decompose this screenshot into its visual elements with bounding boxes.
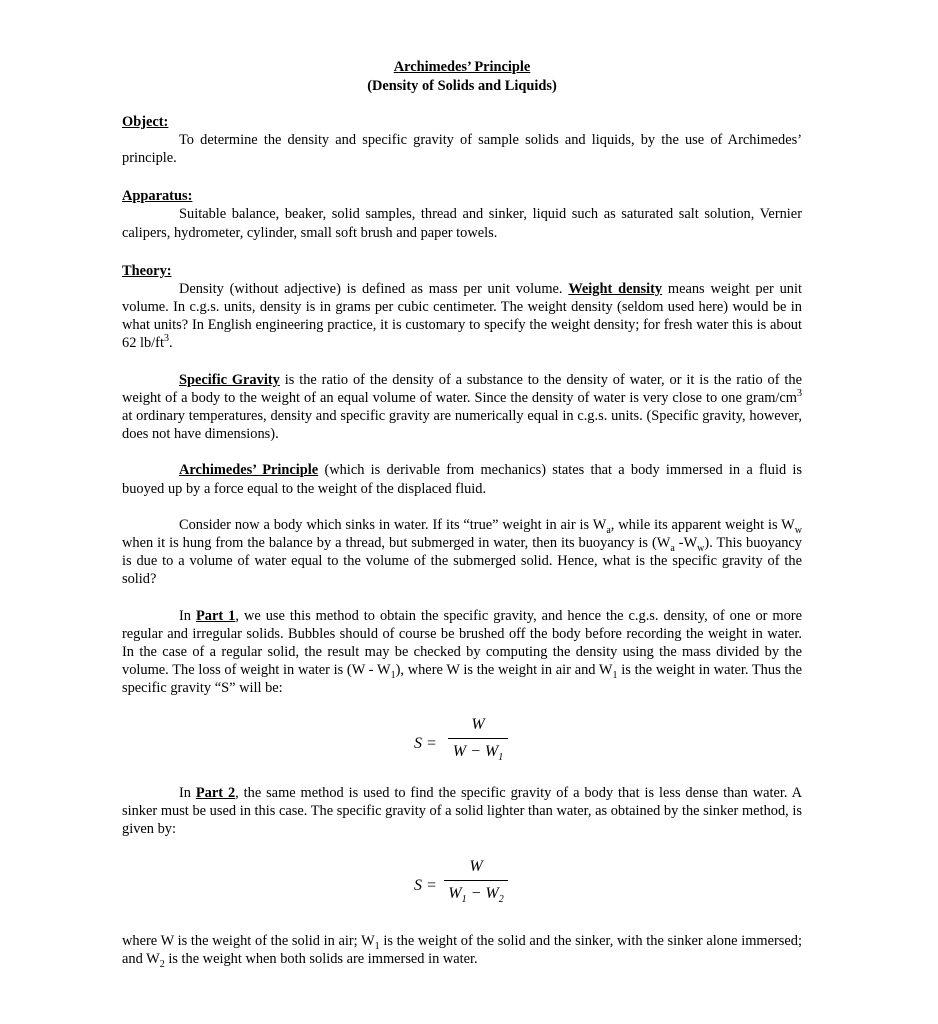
archimedes-text: (which is derivable from mechanics) states that a body immersed in a fluid is buoyed up by a force equal to the weight of the displaced fluid.	[122, 462, 802, 497]
where-text-b: is the weight of the solid and the sinker, with the sinker alone immersed; and W	[122, 933, 802, 968]
where-text-c: is the weight when both solids are immersed in water.	[168, 951, 478, 968]
formula2-den-sub-1: 1	[461, 894, 467, 906]
part1-text-d: is the weight in water. Thus the specific gravity “S” will be:	[122, 662, 802, 697]
buoyancy-sub-3: a	[670, 542, 675, 554]
buoyancy-sub-2: w	[794, 524, 802, 536]
formula2-den-text-b: − W	[466, 885, 499, 903]
term-weight-density: Weight density	[568, 280, 663, 297]
term-archimedes-principle: Archimedes’ Principle	[179, 462, 319, 479]
part1-sub-1: 1	[390, 670, 396, 682]
buoyancy-text-b: , while its apparent weight is W	[610, 516, 795, 533]
sg-text-b: at ordinary temperatures, density and specific gravity are numerically equal in c.g.s. units. (Specific gravity, however, does not have dimensions).	[122, 408, 802, 443]
formula2-lhs: S =	[414, 877, 437, 895]
sg-text-a: is the ratio of the density of a substance to the density of water, or it is the ratio of the weight of a body to the weight of an equal volume of water. Since the density of water is very close to one gram/cm	[122, 371, 802, 406]
buoyancy-sub-4: w	[697, 542, 705, 554]
theory-paragraph-buoyancy	[122, 516, 802, 589]
formula1-fraction-bar	[448, 738, 508, 739]
where-text-a: where W is the weight of the solid in air; W	[122, 933, 375, 950]
formula2-den-text-a: W	[448, 885, 462, 903]
buoyancy-text-a: Consider now a body which sinks in water. If its “true” weight in air is W	[179, 516, 607, 533]
formula1-den-sub: 1	[498, 751, 504, 763]
buoyancy-text-d: -W	[678, 535, 698, 552]
theory-paragraph-part2	[122, 784, 802, 839]
density-sup: 3	[163, 333, 169, 345]
apparatus-heading: Apparatus:	[122, 188, 193, 205]
formula2-numerator: W	[469, 858, 483, 876]
theory-paragraph-specific-gravity	[122, 371, 802, 444]
document-page	[122, 58, 802, 969]
page-title: Archimedes’ Principle	[393, 59, 531, 75]
formula2-den-sub-2: 2	[498, 894, 504, 906]
part1-sub-2: 1	[612, 670, 618, 682]
title-block	[122, 58, 802, 95]
theory-paragraph-where	[122, 932, 802, 971]
apparatus-text: Suitable balance, beaker, solid samples, thread and sinker, liquid such as saturated salt solution, Vernier calipers, hydrometer, cylinder, small soft brush and paper towels.	[122, 206, 802, 241]
density-text-b: means weight per unit volume. In c.g.s. units, density is in grams per cubic centimeter. The weight density (seldom used here) would be in what units? In English engineering practice, it is customary to specify the weight density; for fresh water this is about 62 lb/ft	[122, 280, 802, 352]
theory-heading: Theory:	[122, 262, 172, 279]
theory-paragraph-archimedes	[122, 461, 802, 497]
part2-text-b: , the same method is used to find the specific gravity of a body that is less dense than water. A sinker must be used in this case. The specific gravity of a solid lighter than water, as obtained by the sinker method, is given by:	[122, 784, 802, 838]
density-text-end: .	[168, 335, 173, 352]
buoyancy-text-e: ). This buoyancy is due to a volume of water equal to the volume of the submerged solid. Hence, what is the specific gravity of the solid?	[122, 535, 802, 588]
part1-text-c: ), where W is the weight in air and W	[395, 662, 613, 679]
part1-text-a: In	[179, 607, 191, 624]
density-text-a: Density (without adjective) is defined as mass per unit volume.	[179, 280, 563, 297]
buoyancy-sub-1: a	[606, 524, 611, 536]
formula2-denominator	[444, 885, 508, 906]
sg-sup: 3	[797, 388, 802, 400]
term-part-2: Part 2	[195, 784, 236, 801]
term-part-1: Part 1	[196, 607, 236, 624]
formula1-numerator: W	[471, 715, 485, 733]
part2-text-a: In	[179, 784, 191, 801]
part1-text-b: , we use this method to obtain the specific gravity, and hence the c.g.s. density, of one or more regular and irregular solids. Bubbles should of course be brushed off the body before recording the weight in water. In the case of a regular solid, the result may be checked by computing the density using the mass divided by the volume. The loss of weight in water is (W - W	[122, 607, 802, 679]
theory-paragraph-density	[122, 280, 802, 353]
formula1-lhs: S =	[414, 734, 437, 752]
where-sub-2: 2	[159, 959, 165, 971]
buoyancy-text-c: when it is hung from the balance by a thread, but submerged in water, then its buoyancy is (W	[122, 535, 671, 552]
page-subtitle: (Density of Solids and Liquids)	[367, 77, 557, 94]
formula1-denominator	[448, 743, 508, 761]
formula1-den-text: W − W	[452, 742, 499, 760]
formula-sinker-method	[122, 860, 802, 928]
theory-paragraph-part1	[122, 607, 802, 698]
formula-specific-gravity	[122, 715, 802, 782]
term-specific-gravity: Specific Gravity	[179, 371, 280, 388]
formula2-fraction-bar	[444, 880, 508, 881]
object-heading: Object:	[122, 114, 169, 130]
where-sub-1: 1	[374, 941, 380, 953]
object-text: To determine the density and specific gravity of sample solids and liquids, by the use of Archimedes’ principle.	[122, 132, 802, 167]
